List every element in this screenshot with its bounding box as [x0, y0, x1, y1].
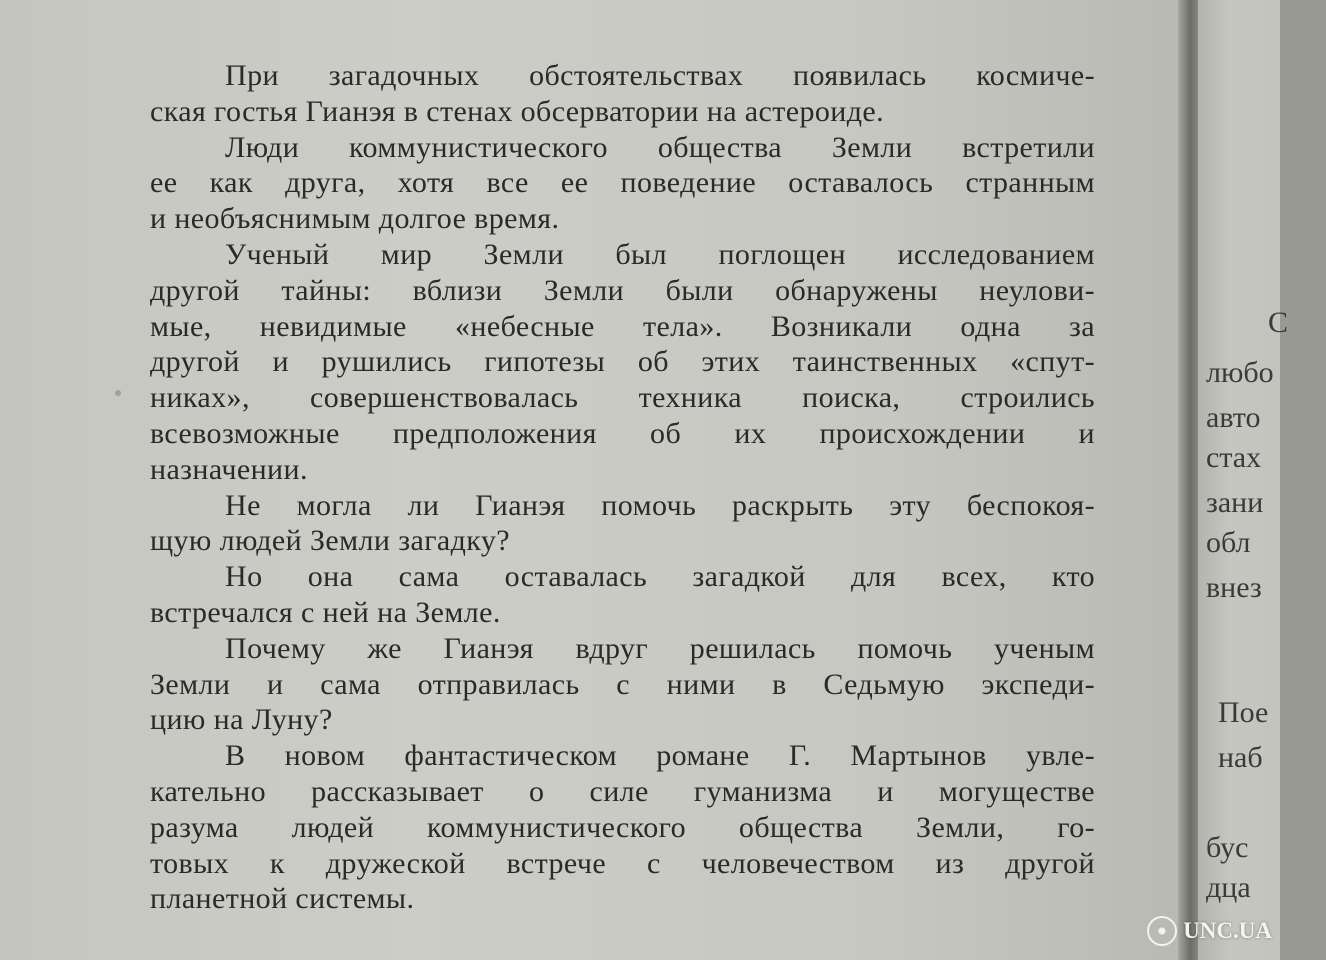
- watermark-text: UNC.UA: [1183, 918, 1272, 943]
- text-line: никах», совершенствовалась техника поиска, строились: [150, 381, 1095, 415]
- text-line: Но она сама оставалась загадкой для всех, кто: [225, 560, 1095, 594]
- right-page-fragment: Пое: [1218, 696, 1269, 729]
- paragraph: [150, 58, 1095, 130]
- text-line: Люди коммунистического общества Земли встретили: [225, 130, 1095, 164]
- right-page-fragment: дца: [1206, 871, 1251, 904]
- right-page-fragment: наб: [1218, 741, 1263, 774]
- right-page-fragment: зани: [1206, 486, 1264, 519]
- text-line: При загадочных обстоятельствах появилась космиче-: [225, 59, 1095, 92]
- right-page: [1198, 0, 1289, 960]
- text-line: товых к дружеской встрече с человечеством из другой: [150, 846, 1095, 880]
- right-page-fragment: авто: [1206, 401, 1261, 434]
- text-line: В новом фантастическом романе Г. Мартынов увле-: [225, 739, 1095, 773]
- paragraph: [150, 130, 1095, 237]
- text-line: всевозможные предположения об их происхождении и: [150, 416, 1095, 450]
- text-line: встречался с ней на Земле.: [150, 595, 501, 629]
- text-line: Не могла ли Гианэя помочь раскрыть эту беспокоя-: [225, 488, 1095, 522]
- text-line: и необъяснимым долгое время.: [150, 202, 560, 236]
- text-line: мые, невидимые «небесные тела». Возникали одна за: [150, 309, 1095, 343]
- text-line: разума людей коммунистического общества Земли, го-: [150, 810, 1095, 844]
- paragraph: [150, 559, 1095, 631]
- text-line: планетной системы.: [150, 882, 415, 916]
- right-page-fragment: стах: [1206, 441, 1262, 474]
- paragraph: [150, 237, 1095, 488]
- text-line: назначении.: [150, 452, 308, 486]
- paragraph: [150, 488, 1095, 560]
- text-line: Почему же Гианэя вдруг решилась помочь ученым: [225, 631, 1095, 665]
- paragraph: [150, 631, 1095, 738]
- text-line: другой тайны: вблизи Земли были обнаружены неулови-: [150, 273, 1095, 307]
- right-page-fragment: любо: [1206, 356, 1274, 389]
- text-line: Ученый мир Земли был поглощен исследованием: [225, 237, 1095, 271]
- text-line: кательно рассказывает о силе гуманизма и могуществе: [150, 774, 1095, 808]
- right-page-fragment: бус: [1206, 831, 1249, 864]
- book-gutter: [1178, 0, 1200, 960]
- right-page-fragment: обл: [1206, 526, 1251, 559]
- text-line: цию на Луну?: [150, 703, 333, 737]
- annotation-text: [150, 58, 1095, 917]
- text-line: Земли и сама отправилась с ними в Седьмую экспеди-: [150, 667, 1095, 701]
- right-page-fragment: внез: [1206, 571, 1262, 604]
- text-line: другой и рушились гипотезы об этих таинственных «спут-: [150, 345, 1095, 379]
- paragraph: [150, 738, 1095, 917]
- text-line: ская гостья Гианэя в стенах обсерватории на астероиде.: [150, 94, 884, 128]
- right-page-fragment: С: [1268, 306, 1289, 339]
- watermark-logo-icon: [1147, 916, 1177, 946]
- text-line: ее как друга, хотя все ее поведение оставалось странным: [150, 166, 1095, 200]
- watermark: [1147, 916, 1272, 946]
- text-line: щую людей Земли загадку?: [150, 524, 510, 558]
- page-speck: [115, 390, 121, 396]
